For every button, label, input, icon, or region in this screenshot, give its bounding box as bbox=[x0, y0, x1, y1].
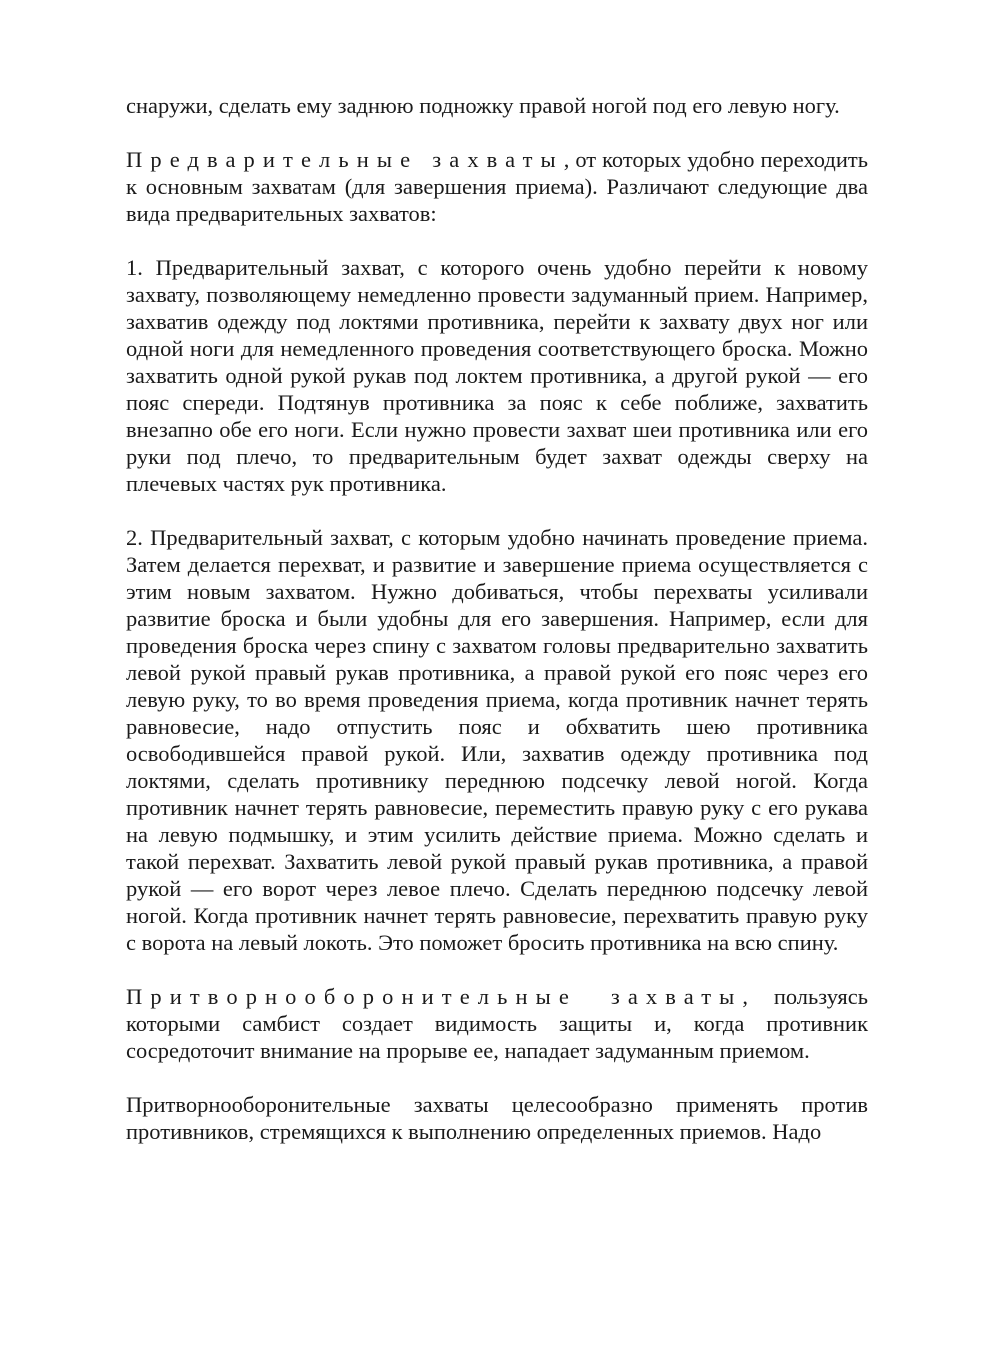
paragraph-1-text: снаружи, сделать ему заднюю подножку правой ногой под его левую ногу. bbox=[126, 93, 840, 118]
paragraph-6 bbox=[126, 1091, 868, 1145]
paragraph-4 bbox=[126, 524, 868, 956]
paragraph-4-text: 2. Предварительный захват, с которым удобно начинать проведение приема. Затем делается перехват, и развитие и завершение приема осуществляется с этим новым захватом. Нужно добиваться, чтобы перехваты усиливали развитие броска и были удобны для его завершения. Например, если для проведения броска через спину с захватом головы предварительно захватить левой рукой правый рукав противника, а правой рукой его пояс через его левую руку, то во время проведения приема, когда противник начнет терять равновесие, надо отпустить пояс и обхватить шею противника освободившейся правой рукой. Или, захватив одежду противника под локтями, сделать противнику переднюю подсечку левой ногой. Когда противник начнет терять равновесие, переместить правую руку с его рукава на левую подмышку, и этим усилить действие приема. Можно сделать и такой перехват. Захватить левой рукой правый рукав противника, а правой рукой — его ворот через левое плечо. Сделать переднюю подсечку левой ногой. Когда противник начнет терять равновесие, перехватить правую руку с ворота на левый локоть. Это поможет бросить противника на всю спину. bbox=[126, 525, 868, 955]
document-page bbox=[126, 92, 868, 1172]
paragraph-3 bbox=[126, 254, 868, 497]
paragraph-2-text: , от которых удобно переходить к основным захватам (для завершения приема). Различают следующие два вида предварительных захватов: bbox=[126, 147, 868, 226]
paragraph-2-spaced-term: Предварительные захваты bbox=[126, 147, 564, 172]
paragraph-5-text: , пользуясь которыми самбист создает видимость защиты и, когда противник сосредоточит внимание на прорыве ее, нападает задуманным приемом. bbox=[126, 984, 868, 1063]
paragraph-2 bbox=[126, 146, 868, 227]
paragraph-3-text: 1. Предварительный захват, с которого очень удобно перейти к новому захвату, позволяющему немедленно провести задуманный прием. Например, захватив одежду под локтями противника, перейти к захвату двух ног или одной ноги для немедленного проведения соответствующего броска. Можно захватить одной рукой рукав под локтем противника, а другой рукой — его пояс спереди. Подтянув противника за пояс к себе поближе, захватить внезапно обе его ноги. Если нужно провести захват шеи противника или его руки под плечо, то предварительным будет захват одежды сверху на плечевых частях рук противника. bbox=[126, 255, 868, 496]
paragraph-5-spaced-term: Притворнооборонительные захваты bbox=[126, 984, 743, 1009]
paragraph-6-text: Притворнооборонительные захваты целесообразно применять против противников, стремящихся к выполнению определенных приемов. Надо bbox=[126, 1092, 868, 1144]
paragraph-5 bbox=[126, 983, 868, 1064]
paragraph-1 bbox=[126, 92, 868, 119]
